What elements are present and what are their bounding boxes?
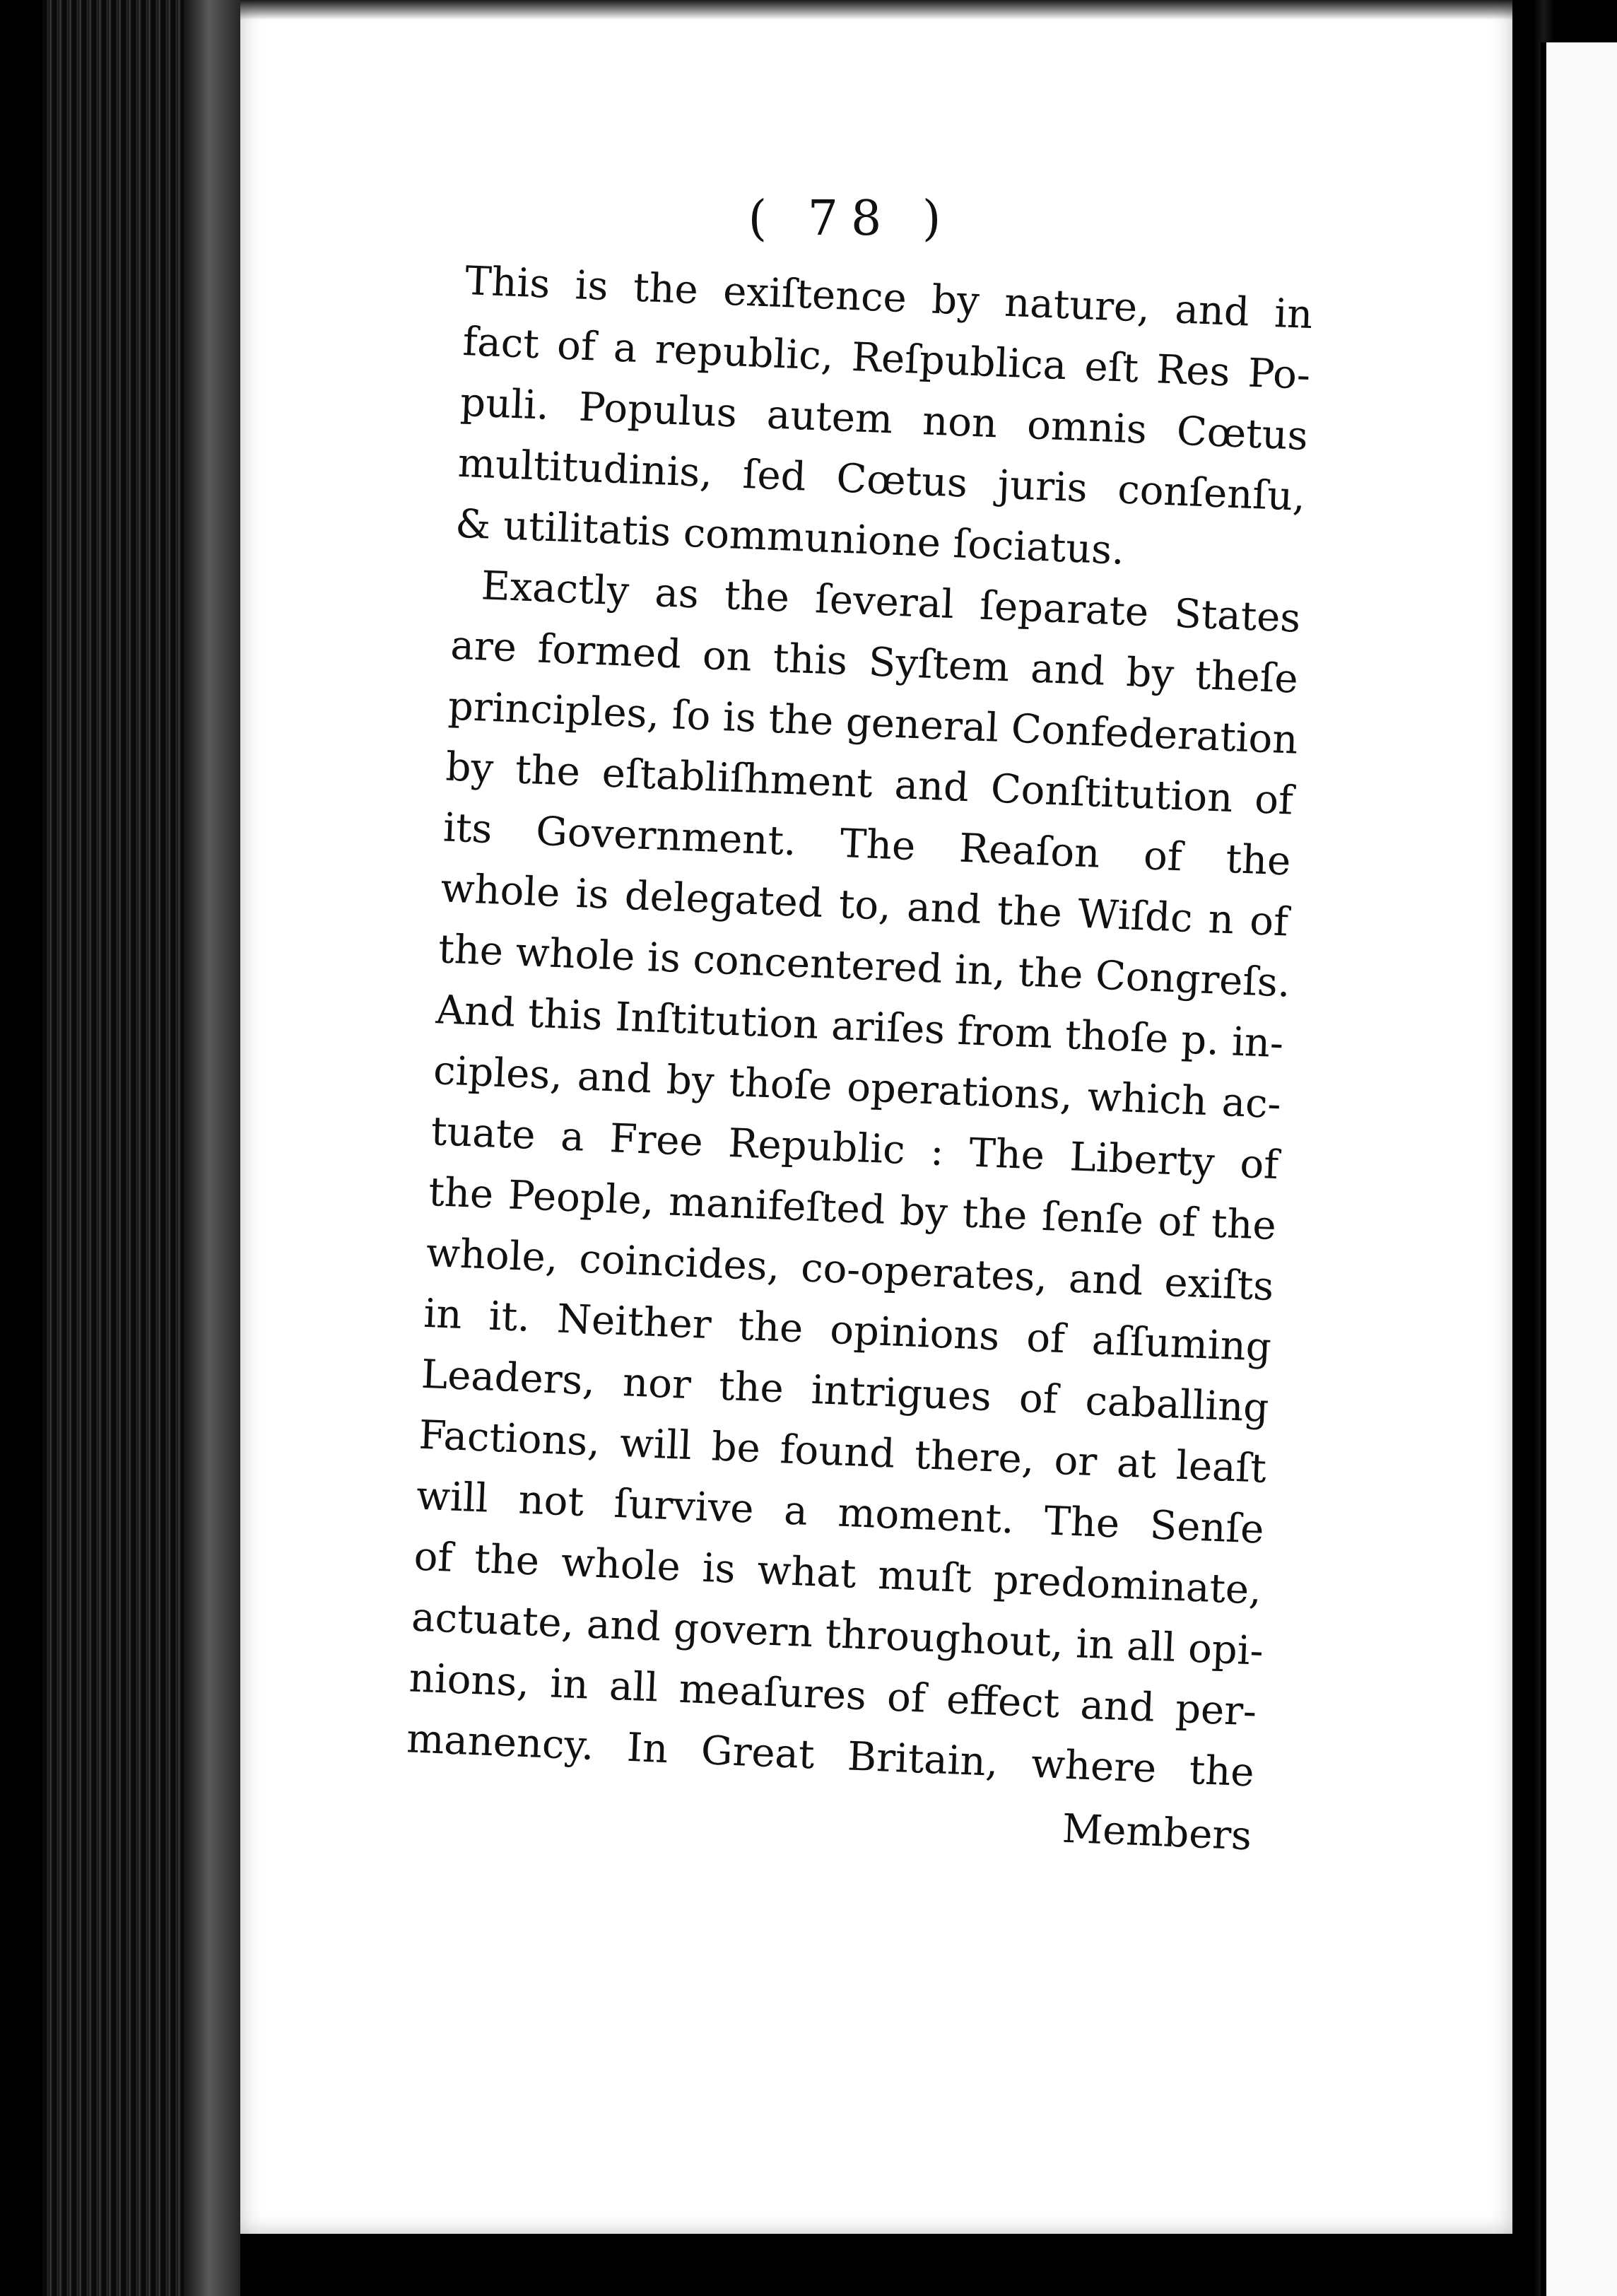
text-line: whole is delegated to, and the Wiſdc n of [440, 865, 1290, 946]
page-number: ( 78 ) [748, 191, 954, 247]
book-spine-shadow [184, 0, 247, 2296]
text-line: are formed on this Syſtem and by theſe [449, 622, 1299, 703]
text-line: its Government. The Reaſon of the [442, 804, 1292, 885]
text-line: nions, in all meaſures of effect and per- [408, 1655, 1258, 1735]
next-page-edge [1541, 42, 1617, 2296]
text-line: fact of a republic, Reſpublica eſt Res Po- [461, 318, 1312, 399]
text-line: in it. Neither the opinions of aſſuming [423, 1290, 1272, 1371]
text-line: the People, manifeſted by the ſenſe of the [428, 1168, 1277, 1250]
text-line: actuate, and govern throughout, in all opi- [411, 1594, 1264, 1675]
text-line: principles, ſo is the general Confederation [447, 683, 1299, 763]
text-line: And this Inſtitution ariſes from thoſe p. in- [435, 987, 1285, 1067]
page-top-shadow [240, 0, 1512, 20]
text-line: will not ſurvive a moment. The Senſe [415, 1472, 1265, 1553]
text-line: Exactly as the ſeveral ſeparate States [480, 563, 1302, 642]
text-line: the whole is concentered in, the Congreſs. [437, 926, 1291, 1007]
text-line: multitudinis, ſed Cœtus juris conſenſu, [457, 440, 1307, 520]
text-line: puli. Populus autem non omnis Cœtus [459, 379, 1309, 459]
text-line: by the eſtabliſhment and Conſtitution of [445, 744, 1295, 824]
text-line: Leaders, nor the intrigues of caballing [420, 1351, 1270, 1431]
text-line: This is the exiſtence by nature, and in [464, 257, 1314, 339]
text-line: whole, coincides, co-operates, and exiſts [425, 1229, 1275, 1310]
text-line: tuate a Free Republic : The Liberty of [430, 1108, 1280, 1189]
page-bottom-edge [240, 2234, 1512, 2296]
text-line: manency. In Great Britain, where the [406, 1716, 1255, 1796]
text-line: & utilitatis communione ſociatus. [454, 500, 1126, 574]
body-text [403, 251, 1314, 1867]
catchword: Members [1061, 1805, 1253, 1860]
text-line: Factions, will be found there, or at leaſt [418, 1412, 1268, 1492]
text-line: of the whole is what muſt predominate, [413, 1533, 1263, 1614]
text-line: ciples, and by thoſe operations, which ac- [433, 1048, 1282, 1128]
